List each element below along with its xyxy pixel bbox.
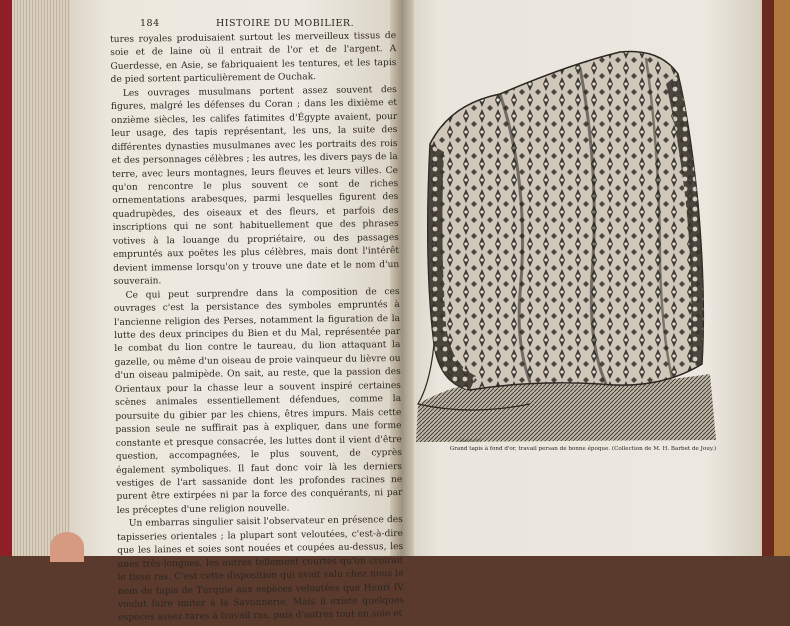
paragraph: Un embarras singulier saisit l'observateur en présence des tapisseries orientales ; la plupart sont veloutées, c'est-à-dire que les laines et soies sont nouées et coupées au-dessus, les unes très-longues, les autres tellement courtes qu'on croirait le tissu ras. C'est cette disposition qui avait valu chez nous le nom de tapis de Turquie aux espèces veloutées que Henri IV voulut faire imiter à la Savonnerie. Mais il existe quelques espèces assez rares à travail ras, puis d'autres tout en soie et <box>116 515 405 624</box>
paragraph: tures royales produisaient surtout les merveilleux tissus de soie et de laine où il entrait de l'or et de l'argent. A Guerdesse, en Asie, se fabriquaient les tentures, et les tapis de pied sortent particulièrement de Ouchak. <box>110 31 397 86</box>
carpet-engraving <box>410 44 720 444</box>
page-number: 184 <box>140 18 160 29</box>
engraver-signature: Gaucherel <box>458 439 482 444</box>
figure-caption: Grand tapis à fond d'or, travail persan de bonne époque. (Collection de M. H. Barbet de Jouy.) <box>449 446 717 452</box>
running-title: HISTOIRE DU MOBILIER. <box>216 18 355 29</box>
thumb <box>50 532 84 562</box>
paragraph: Les ouvrages musulmans portent assez souvent des figures, malgré les défenses du Coran ; dans les dixième et onzième siècles, les califes fatimites d'Égypte avaient, pour leur usage, des tapis représentant, les uns, la suite des différentes dynasties musulmanes avec les portraits des rois et des personnages célèbres ; les autres, les divers pays de la terre, avec leurs montagnes, leurs fleuves et leurs villes. Ce qu'on rencontre le plus souvent ce sont de riches ornementations arabesques, parmi lesquelles figurent des quadrupèdes, des oiseaux et des fleurs, et parfois des inscriptions qui ne sont habituellement que des phrases votives à la louange du propriétaire, ou des passages empruntés aux poëtes les plus célèbres, mais dont l'intérêt devient immense lorsqu'on y trouve une date et le nom d'un souverain. <box>110 84 400 288</box>
body-text <box>110 30 404 626</box>
paragraph: Ce qui peut surprendre dans la composition de ces ouvrages c'est la persistance des symboles empruntés à l'ancienne religion des Perses, notamment la figuration de la lutte des deux principes du Bien et du Mal, représentée par le combat du lion contre le taureau, du lion attaquant la gazelle, ou même d'un oiseau de proie vainqueur du lièvre ou d'un oiseau palmipède. On sait, au reste, que la passion des Orientaux pour la chasse leur a souvent inspiré certaines scènes animales essentiellement défendues, comme la poursuite du gibier par les chiens, êtres impurs. Mais cette passion seule ne suffirait pas à expliquer, dans une forme constante et presque consacrée, les luttes dont il vient d'être question, accompagnées, le plus souvent, de cyprès également symboliques. Il faut donc voir là les derniers vestiges de l'art sassanide dont les profondes racines ne purent être extirpées ni par la force des conquérants, ni par les préceptes d'une religion nouvelle. <box>113 286 403 516</box>
